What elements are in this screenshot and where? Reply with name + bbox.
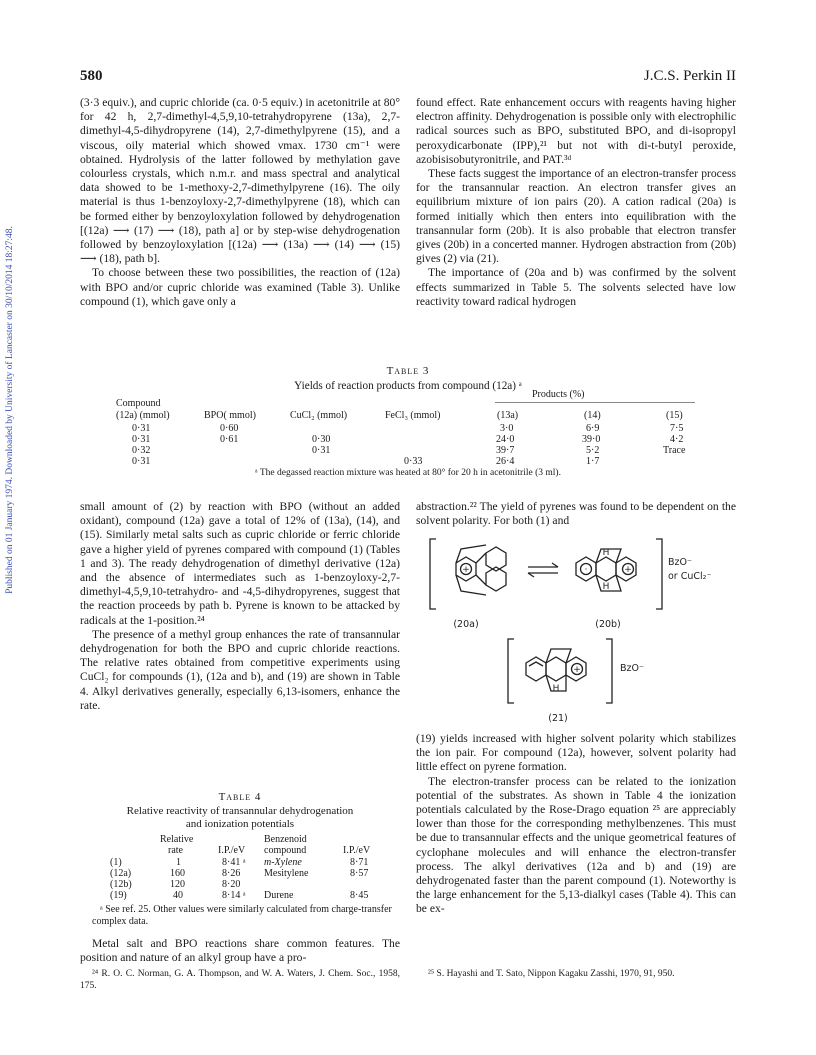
paragraph: The importance of (20a and b) was confirmed by the solvent effects summarized in Table 5. The solvents selected have low reactivity toward radical hydrogen <box>416 266 736 308</box>
table3-col-header: (12a) (mmol) <box>116 410 170 421</box>
table3-cell: 0·60 <box>220 423 239 434</box>
right-column-top <box>416 96 736 309</box>
paragraph: These facts suggest the importance of an electron-transfer process for the transannular reaction. An electron transfer gives an equilibrium mixture of ion pairs (20). A cation radical (20a) is formed initially which then enters into equilibration with the transannular form (20b). It is also probable that electron transfer gives (20b) in a concerted manner. Hydrogen abstraction from (20b) gives (2) via (21). <box>416 167 736 266</box>
table3-col-header: BPO( mmol) <box>204 410 256 421</box>
table3-cell: 39·7 <box>496 445 515 456</box>
cation-sign: · <box>584 565 588 575</box>
table4-cell: 1 <box>176 857 181 868</box>
table4-header: rate <box>168 845 183 856</box>
table4-cell: Durene <box>264 890 294 901</box>
counter-ion: BzO⁻ <box>668 557 692 568</box>
footnote-text: ²⁴ R. O. C. Norman, G. A. Thompson, and W. A. Waters, J. Chem. Soc., 1958, 175. <box>80 969 400 991</box>
table4-cell: 160 <box>170 868 185 879</box>
scheme-drawing <box>416 535 736 755</box>
counter-ion: or CuCl₂⁻ <box>668 571 712 582</box>
table3-cell: 0·31 <box>132 434 151 445</box>
table3-cell: 0·32 <box>132 445 151 456</box>
paragraph: To choose between these two possibilities, the reaction of (12a) with BPO and/or cupric chloride was examined (Table 3). Unlike compound (1), which gave only a <box>80 266 400 308</box>
table4-cell: (12b) <box>110 879 132 890</box>
table4-cell: 8·26 <box>222 868 241 879</box>
table3-rule <box>495 402 695 403</box>
table4-header: I.P./eV <box>218 845 246 856</box>
table3-cell: 7·5 <box>670 423 684 434</box>
table3-cell: 0·31 <box>132 456 151 467</box>
table4-cell: m-Xylene <box>264 857 302 868</box>
paragraph: (19) yields increased with higher solvent polarity which stabilizes the ion pair. For compound (12a), however, solvent polarity had little effect on pyrene formation. <box>416 732 736 774</box>
h-atom-label: H <box>602 548 610 558</box>
reaction-scheme <box>416 535 736 755</box>
table3-cell: Trace <box>663 445 686 456</box>
journal-name: J.C.S. Perkin II <box>643 68 736 84</box>
table3-cell: 5·2 <box>586 445 600 456</box>
footnote-25 <box>416 969 736 981</box>
table4-header: Relative <box>160 834 194 845</box>
table4-cell: 120 <box>170 879 185 890</box>
table3-compound-header: Compound <box>116 398 161 409</box>
table4-cell: 8·57 <box>350 868 369 879</box>
table3-cell: 0·31 <box>312 445 331 456</box>
cation-sign: + <box>624 565 632 575</box>
table4-cell: 8·45 <box>350 890 369 901</box>
bracket-left-21 <box>508 639 514 703</box>
table4-header: compound <box>264 845 307 856</box>
table4-header: I.P./eV <box>343 845 371 856</box>
bracket-right <box>656 539 662 609</box>
table4-title: and ionization potentials <box>185 818 295 830</box>
h-atom-label: H <box>602 582 610 592</box>
table3-footnote: ᵃ The degassed reaction mixture was heated at 80° for 20 h in acetonitrile (3 ml). <box>255 468 561 478</box>
table3-caption: Table 3 <box>386 365 430 377</box>
cation-sign: + <box>462 565 470 575</box>
right-column-bottom <box>416 732 736 917</box>
table4-cell: Mesitylene <box>264 868 309 879</box>
compound-label: (21) <box>548 713 568 724</box>
left-column-bottom <box>80 937 400 965</box>
table4-title: Relative reactivity of transannular dehydrogenation <box>126 805 354 817</box>
table3-cell: 0·30 <box>312 434 331 445</box>
footnote-24 <box>80 969 400 992</box>
table3-cell: 3·0 <box>500 423 514 434</box>
table3-cell: 0·33 <box>404 456 423 467</box>
table4-cell: 8·20 <box>222 879 241 890</box>
paragraph: abstraction.²² The yield of pyrenes was found to be dependent on the solvent polarity. For both (1) and <box>416 500 736 528</box>
table4-cell: (1) <box>110 857 122 868</box>
download-notice: Published on 01 January 1974. Downloaded by University of Lancaster on 30/10/2014 18:27:48. <box>5 226 15 594</box>
table3-cell: 0·31 <box>132 423 151 434</box>
right-column-middle <box>416 500 736 528</box>
table3-col-header: CuCl₂ (mmol) <box>290 410 348 421</box>
table4-footnote: ᵃ See ref. 25. Other values were similarly calculated from charge-transfer complex data. <box>92 904 392 927</box>
bracket-left <box>430 539 436 609</box>
table3-cell: 1·7 <box>586 456 600 467</box>
table3-cell: 6·9 <box>586 423 600 434</box>
table4-caption: Table 4 <box>218 791 262 803</box>
compound-label: (20b) <box>595 619 621 630</box>
table3-products-header: Products (%) <box>532 389 585 400</box>
table4-cell: 8·14 ᵃ <box>222 890 246 901</box>
table4-cell: 40 <box>173 890 183 901</box>
table3-cell: 4·2 <box>670 434 684 445</box>
table3-cell: 39·0 <box>582 434 601 445</box>
paragraph: small amount of (2) by reaction with BPO (without an added oxidant), compound (12a) gave a total of 12% of (13a), (14), and (15). Similarly metal salts such as cupric chloride or ferric chloride gave a higher yield of pyrenes compared with compound (1) (Tables 1 and 3). The ready dehydrogenation of dimethyl derivative (12a) and the absence of intermediates such as 1-benzoyloxy-2,7-dimethyl-4,5,9,10-tetrahydro- and -4,5-dihydropyrenes, suggest that the reaction proceeds by path b. Pyrene is known to be attacked by radicals at the 1-position.²⁴ <box>80 500 400 627</box>
table4-cell: 8·71 <box>350 857 369 868</box>
table4-cell: (19) <box>110 890 127 901</box>
table3-cell: 26·4 <box>496 456 515 467</box>
table3-col-header: (14) <box>584 410 601 421</box>
reverse-arrow <box>528 573 558 577</box>
paragraph: found effect. Rate enhancement occurs with reagents having higher electron affinity. Dehydrogenation is possible only with electrophilic radical sources such as BPO, substituted BPO, and di-isopropyl peroxydicarbonate (IPP),²¹ but not with di-t-butyl peroxide, azobisisobutyronitrile, and PAT.³ᵈ <box>416 96 736 166</box>
table3-col-header: FeCl₃ (mmol) <box>385 410 441 421</box>
counter-ion: BzO⁻ <box>620 663 644 674</box>
paragraph: (3·3 equiv.), and cupric chloride (ca. 0·5 equiv.) in acetonitrile at 80° for 42 h, 2,7-dimethyl-4,5,9,10-tetrahydropyrene (13a), 2,7-dimethyl-4,5-dihydropyrene (14), 2,7-dimethylpyrene (15), and a viscous, oily material which showed νmax. 1730 cm⁻¹ were obtained. Hydrolysis of the latter followed by methylation gave colourless crystals, which n.m.r. and mass spectral and analytical data showed to be 1-methoxy-2,7-dimethylpyrene (16). The oily material is thus 1-benzoyloxy-2,7-dimethylpyrene (18), which can be formed either by benzoyloxylation followed by dehydrogenation [(12a) ⟶ (17) ⟶ (18), path a] or by step-wise dehydrogenation followed by benzoyloxylation [(12a) ⟶ (13a) ⟶ (14) ⟶ (15) ⟶ (18), path b]. <box>80 96 400 266</box>
table4-cell: 8·41 ᵃ <box>222 857 246 868</box>
left-column-top <box>80 96 400 309</box>
paragraph: Metal salt and BPO reactions share common features. The position and nature of an alkyl group have a pro- <box>80 937 400 965</box>
footnote-text: ²⁵ S. Hayashi and T. Sato, Nippon Kagaku Zasshi, 1970, 91, 950. <box>428 969 675 979</box>
table4-header: Benzenoid <box>264 834 307 845</box>
left-column-middle <box>80 500 400 713</box>
cation-sign: + <box>573 665 581 675</box>
table3-col-header: (15) <box>666 410 683 421</box>
forward-arrow <box>528 563 558 567</box>
table3-cell: 24·0 <box>496 434 515 445</box>
paragraph: The presence of a methyl group enhances the rate of transannular dehydrogenation for both the BPO and cupric chloride reactions. The relative rates obtained from competitive experiments using CuCl₂ for compounds (1), (12a and b), and (19) are shown in Table 4. Alkyl derivatives generally, especially 6,13-isomers, enhance the rate. <box>80 627 400 712</box>
page-number: 580 <box>80 68 103 84</box>
table3-title: Yields of reaction products from compound (12a) ᵃ <box>294 380 522 392</box>
table4-cell: (12a) <box>110 868 132 879</box>
table3-col-header: (13a) <box>497 410 519 421</box>
paragraph: The electron-transfer process can be related to the ionization potential of the substrates. As shown in Table 4 the ionization potentials calculated by the Rose-Drago equation ²⁵ are appreciably lower than those for the corresponding methylbenzenes. This must be due to transannular effects and the unique geometrical features of cyclophane molecules and will enhance the electron-transfer process. The alkyl derivatives (12a and b) and (19) are dehydrogenated faster than the parent compound (1). Noteworthy is the large enhancement for the 5,13-dialkyl cases (Table 4). This can be ex- <box>416 774 736 916</box>
compound-label: (20a) <box>453 619 479 630</box>
table3-cell: 0·61 <box>220 434 239 445</box>
bracket-right-21 <box>606 639 612 703</box>
h-atom-label: H <box>552 684 560 694</box>
